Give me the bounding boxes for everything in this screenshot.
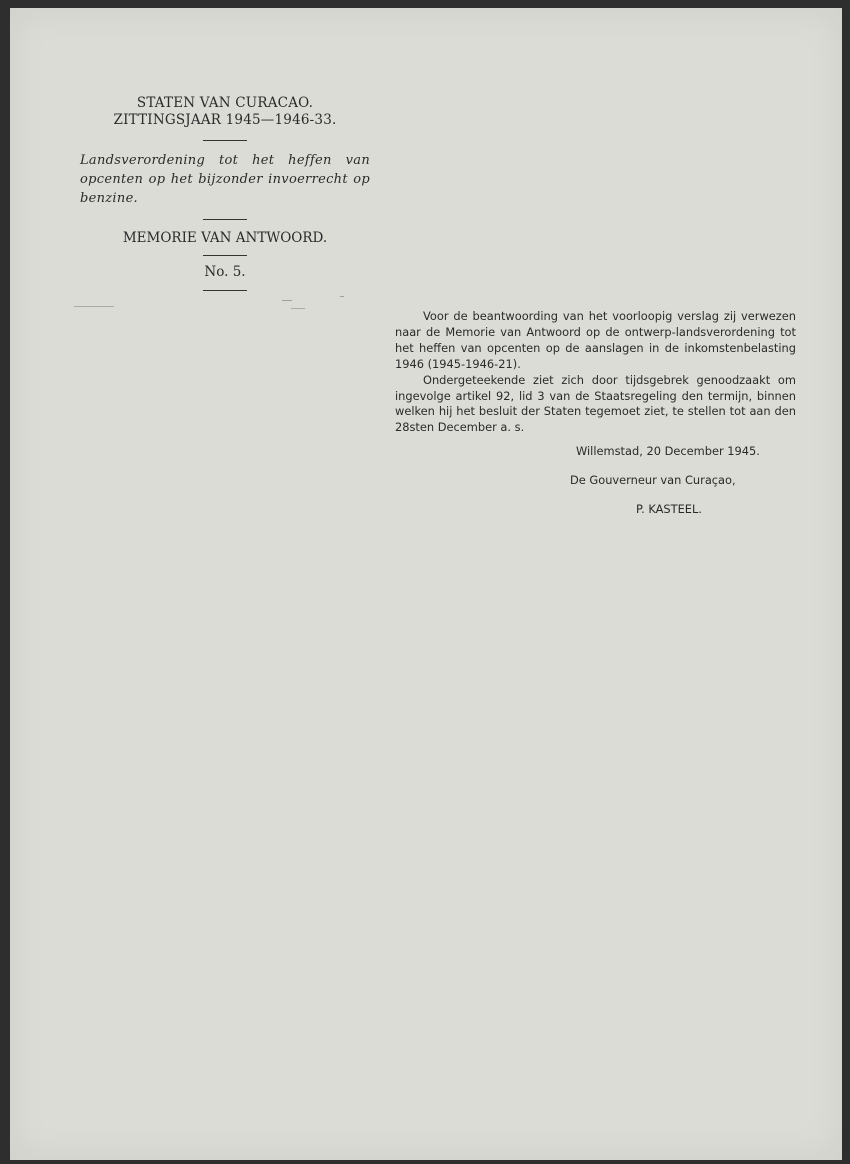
divider (203, 219, 247, 220)
document-number: No. 5. (204, 264, 246, 280)
divider (203, 255, 247, 256)
divider (203, 140, 247, 141)
divider (203, 290, 247, 291)
body-text (395, 309, 796, 436)
document-header (80, 95, 370, 291)
session-year: ZITTINGSJAAR 1945—1946-33. (113, 112, 337, 128)
paragraph-term: Ondergeteekende ziet zich door tijdsgebrek genoodzaakt om ingevolge artikel 92, lid 3 van de Staatsregeling den termijn, binnen welken hij het besluit der Staten tegemoet ziet, te stellen tot aan den 28sten December a. s. (395, 372, 796, 435)
place-date: Willemstad, 20 December 1945. (576, 444, 760, 458)
assembly-name: STATEN VAN CURACAO. (136, 95, 314, 111)
memorie-heading: MEMORIE VAN ANTWOORD. (122, 230, 328, 246)
signatory-name: P. KASTEEL. (636, 502, 702, 516)
signatory-role: De Gouverneur van Curaçao, (570, 473, 736, 487)
ordinance-title: Landsverordening tot het heffen van opcenten op het bijzonder invoerrecht op benzine. (80, 153, 370, 206)
paragraph-reference: Voor de beantwoording van het voorloopig verslag zij verwezen naar de Memorie van Antwoord op de ontwerp-landsverordening tot het heffen van opcenten op de aanslagen in de inkomstenbelasting 1946 (1945-1946-21). (395, 309, 796, 371)
document-page (10, 8, 842, 1160)
